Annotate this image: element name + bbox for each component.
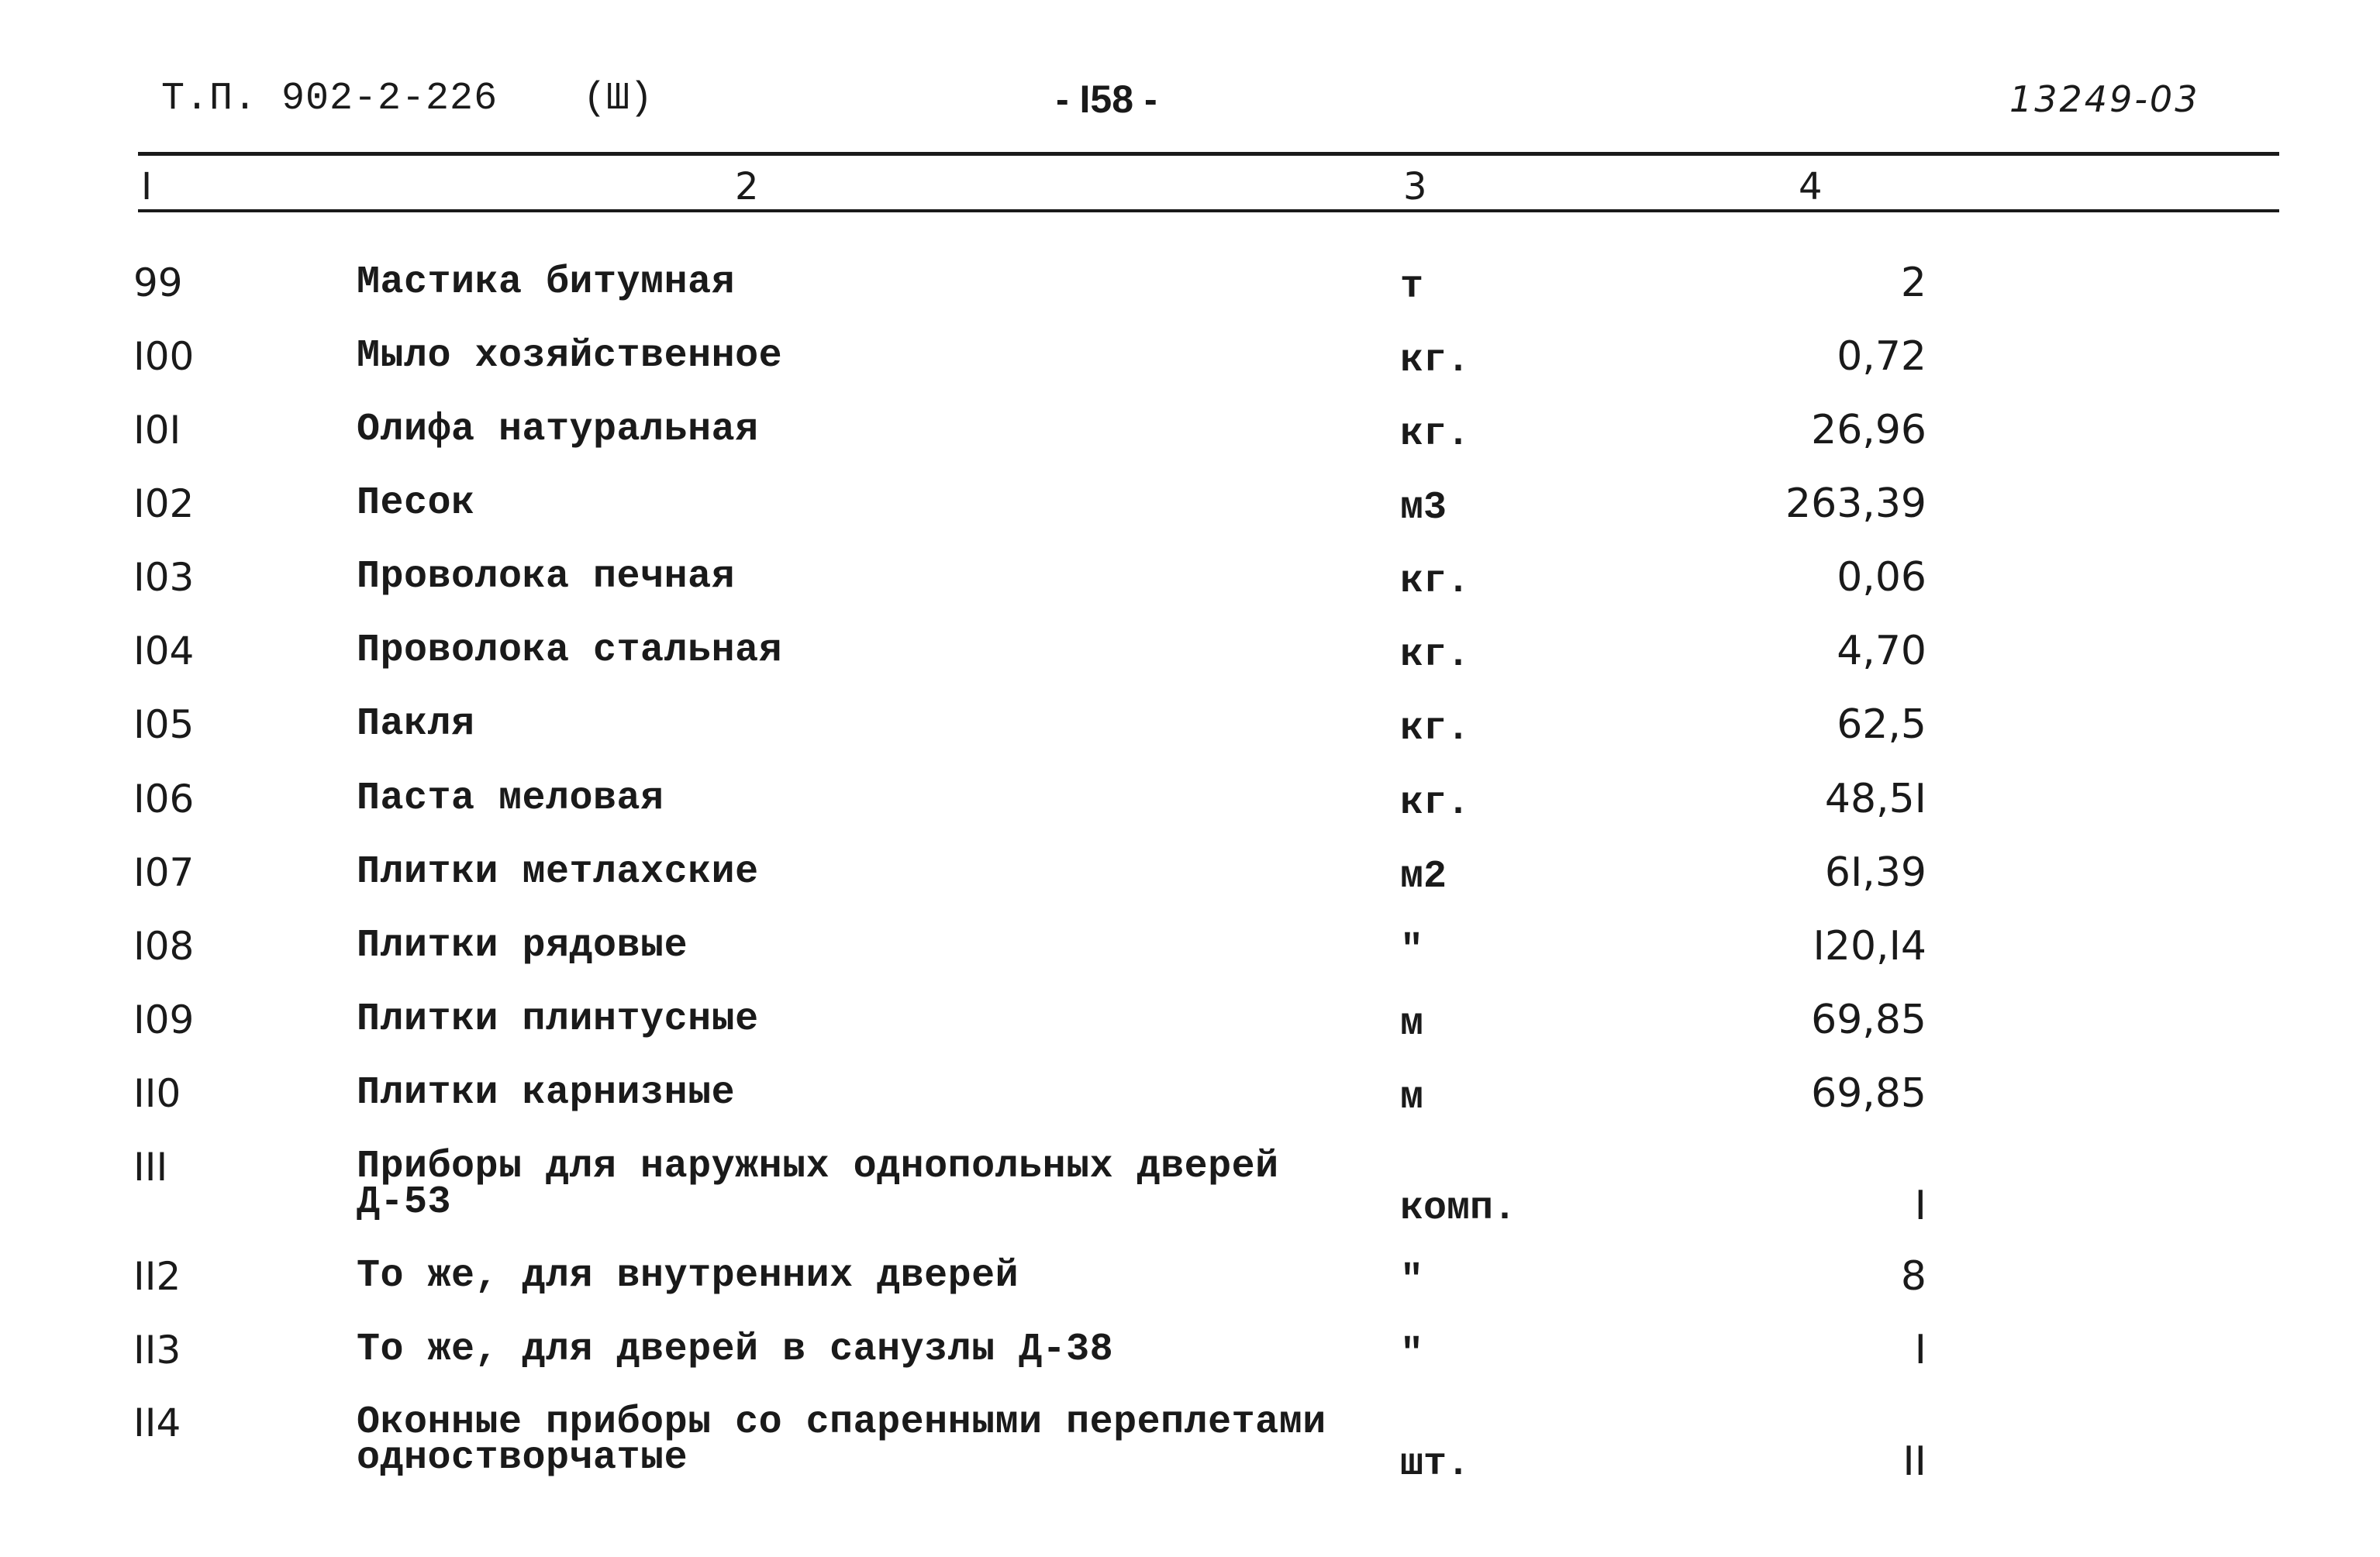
- material-name: То же, для внутренних дверей: [357, 1254, 1019, 1298]
- unit: м: [1400, 1002, 1424, 1046]
- handwritten-code: 13249-03: [2009, 78, 2200, 120]
- quantity: 263,39: [1785, 481, 1926, 527]
- row-number: III: [133, 1145, 168, 1190]
- material-name: Проволока стальная: [357, 629, 783, 673]
- row-number: I0I: [133, 408, 181, 453]
- material-name: Пакля: [357, 702, 475, 746]
- quantity: 6I,39: [1824, 849, 1926, 896]
- unit: т: [1400, 265, 1424, 309]
- quantity: 48,5I: [1824, 776, 1926, 822]
- material-name: Плитки карнизные: [357, 1071, 736, 1115]
- quantity: 8: [1900, 1253, 1926, 1300]
- section-mark: (Ш): [583, 77, 654, 121]
- material-name: Песок: [357, 481, 475, 525]
- unit: кг.: [1400, 781, 1471, 825]
- column-number-1: I: [141, 165, 153, 208]
- project-designation: Т.П. 902-2-226: [161, 77, 498, 121]
- unit: м2: [1400, 855, 1447, 899]
- material-name: Плитки рядовые: [357, 924, 688, 968]
- unit: кг.: [1400, 339, 1471, 383]
- row-number: I00: [133, 334, 195, 379]
- unit: кг.: [1400, 633, 1471, 677]
- unit: м3: [1400, 486, 1447, 530]
- quantity: 4,70: [1837, 628, 1926, 674]
- page-number: - I58 -: [1056, 78, 1157, 121]
- unit: кг.: [1400, 560, 1471, 604]
- quantity: I: [1914, 1327, 1926, 1373]
- row-number: I03: [133, 555, 195, 600]
- quantity: 0,72: [1837, 333, 1926, 380]
- row-number: II3: [133, 1328, 181, 1373]
- column-number-4: 4: [1799, 165, 1823, 208]
- row-number: I07: [133, 850, 195, 895]
- material-name: Олифа натуральная: [357, 408, 759, 452]
- row-number: I06: [133, 777, 195, 822]
- material-name: Проволока печная: [357, 555, 736, 599]
- quantity: II: [1902, 1438, 1926, 1485]
- material-name: Плитки плинтусные: [357, 997, 759, 1042]
- row-number: II0: [133, 1071, 181, 1116]
- material-name: Оконные приборы со спаренными переплетами одностворчатые: [357, 1400, 1326, 1480]
- material-name: Плитки метлахские: [357, 850, 759, 894]
- material-name: Паста меловая: [357, 777, 664, 821]
- row-number: I02: [133, 481, 195, 526]
- unit: ": [1400, 1332, 1424, 1376]
- unit: ": [1400, 928, 1424, 973]
- row-number: I04: [133, 629, 195, 673]
- quantity: 69,85: [1811, 1070, 1926, 1117]
- column-number-3: 3: [1403, 165, 1427, 208]
- row-number: II4: [133, 1400, 181, 1445]
- unit: м: [1400, 1076, 1424, 1120]
- column-number-2: 2: [735, 165, 759, 208]
- unit: кг.: [1400, 707, 1471, 751]
- row-number: 99: [133, 260, 183, 305]
- row-number: I08: [133, 924, 195, 969]
- quantity: I20,I4: [1813, 923, 1926, 970]
- material-name: Мыло хозяйственное: [357, 334, 783, 378]
- material-name: То же, для дверей в санузлы Д-38: [357, 1328, 1114, 1372]
- row-number: I05: [133, 702, 195, 747]
- quantity: 2: [1900, 260, 1926, 306]
- material-name: Приборы для наружных однопольных дверей Д-53: [357, 1145, 1279, 1225]
- quantity: 62,5: [1837, 701, 1926, 748]
- material-name: Мастика битумная: [357, 260, 736, 305]
- unit: кг.: [1400, 412, 1471, 456]
- table-header-rule: [138, 209, 2279, 212]
- unit: комп.: [1400, 1187, 1517, 1231]
- row-number: II2: [133, 1254, 181, 1299]
- row-number: I09: [133, 997, 195, 1042]
- unit: шт.: [1400, 1442, 1471, 1486]
- table-top-rule: [138, 152, 2279, 156]
- quantity: 69,85: [1811, 997, 1926, 1043]
- quantity: I: [1914, 1183, 1926, 1229]
- quantity: 26,96: [1811, 407, 1926, 453]
- unit: ": [1400, 1259, 1424, 1303]
- quantity: 0,06: [1837, 554, 1926, 601]
